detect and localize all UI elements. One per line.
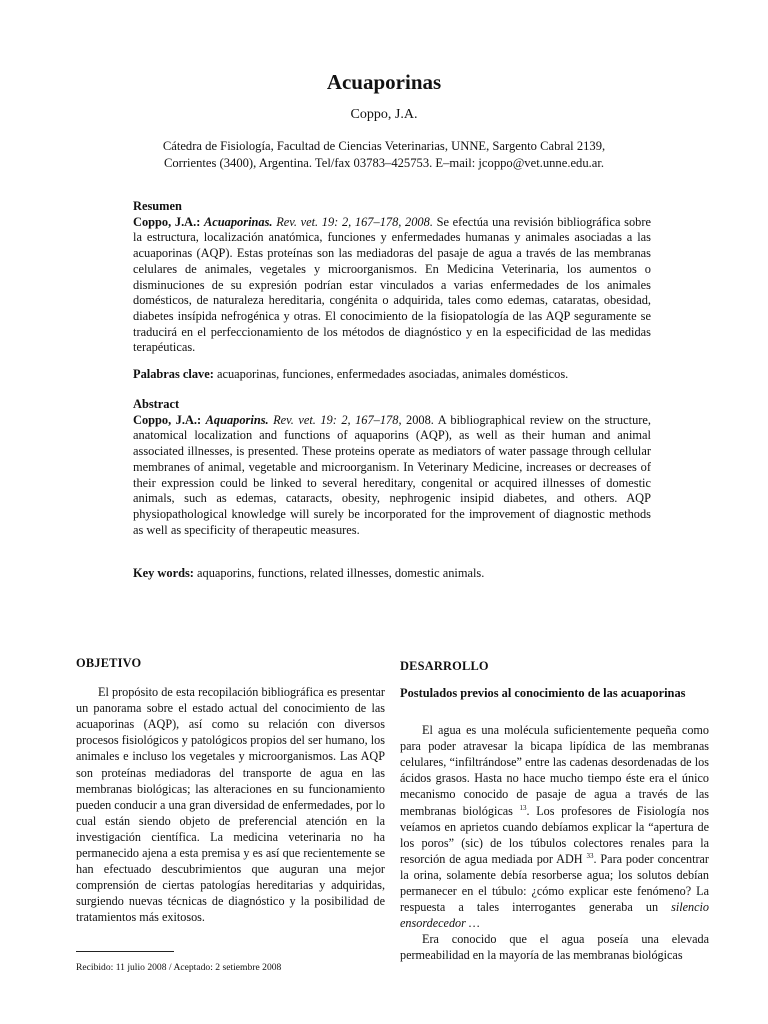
desarrollo-paragraph-1 (400, 722, 709, 931)
key-words-text: aquaporins, functions, related illnesses, domestic animals. (193, 566, 485, 580)
article-title: Acuaporinas (326, 70, 442, 94)
affiliation-line-2: Corrientes (3400), Argentina. Tel/fax 03783–425753. E–mail: jcoppo@vet.unne.edu.ar. (163, 156, 605, 170)
desarrollo-paragraph-2: Era conocido que el agua poseía una elevada permeabilidad en la mayoría de las membranas biológicas (400, 932, 709, 963)
p1-italic: silencio ensordecedor … (400, 900, 709, 931)
p1-text-c: . Para poder concentrar la orina, solamente debía resorberse agua; los solutos debían permanecer en el túbulo: ¿cómo explicar este fenómeno? La respuesta a tales interrogantes generaba un (400, 851, 709, 915)
received-accepted-footnote: Recibido: 11 julio 2008 / Aceptado: 2 setiembre 2008 (76, 962, 282, 973)
footnote-rule (76, 951, 174, 952)
author-name: Coppo, J.A. (350, 107, 418, 122)
left-column (76, 655, 385, 926)
right-column (400, 658, 709, 964)
affiliation-line-1: Cátedra de Fisiología, Facultad de Ciencias Veterinarias, UNNE, Sargento Cabral 2139, (162, 139, 606, 153)
resumen-text: Se efectúa una revisión bibliográfica sobre la estructura, localización anatómica, funciones y enfermedades humanas y animales asociadas a las acuaporinas (AQP). Estas proteínas son las mediadoras del pasaje de agua a través de las membranas celulares de animales, vegetales y microorganismos. En Medicina Veterinaria, los aumentos o disminuciones de su expresión podrían estar vinculados a varias enfermedades de los animales domésticos, de naturaleza hereditaria, congénita o adquirida, tales como edemas, cataratas, obesidad, diabetes insípida nefrogénica y otras. El conocimiento de la fisiopatología de las AQP seguramente se traducirá en el perfeccionamiento de los métodos de diagnóstico y en la especificidad de las medidas terapéuticas. (133, 214, 651, 355)
author-affiliation (120, 138, 648, 172)
abstract-cite-year: , 2008. (398, 412, 434, 427)
abstract-cite-ref: Rev. vet. 19: 2, 167–178 (268, 412, 399, 427)
abstract-heading: Abstract (133, 397, 180, 411)
palabras-clave-text: acuaporinas, funciones, enfermedades asociadas, animales domésticos. (213, 367, 569, 381)
objetivo-heading: OBJETIVO (76, 656, 142, 670)
resumen-cite-ref: Rev. vet. 19: 2, 167–178, 2008. (272, 214, 433, 229)
resumen-body (133, 215, 651, 356)
key-words (133, 566, 651, 581)
palabras-clave (133, 367, 651, 382)
desarrollo-heading: DESARROLLO (400, 659, 489, 673)
resumen-heading: Resumen (133, 199, 182, 213)
resumen-cite-author: Coppo, J.A.: (133, 214, 205, 229)
citation-33: 33 (586, 851, 594, 860)
abstract-cite-author: Coppo, J.A.: (133, 412, 206, 427)
abstract-cite-title: Aquaporins. (205, 412, 269, 427)
abstract-text: A bibliographical review on the structure, anatomical localization and functions of aquaporins (AQP), as well as their human and animal associated illnesses, is presented. These proteins operate as mediators of water passage through cellular membranes of animal, vegetable and microorganism. In Veterinary Medicine, increases or decreases of their expression could be linked to several hereditary, congenital or acquired illnesses of domestic animals, such as edemas, cataracts, obesity, nephrogenic insipid diabetes, and others. AQP physiopathological knowledge will surely be incorporated for the improvement of diagnostic methods as well as specificity of therapeutic measures. (133, 412, 651, 537)
resumen-cite-title: Acuaporinas. (204, 214, 273, 229)
objetivo-paragraph: El propósito de esta recopilación bibliográfica es presentar un panorama sobre el estado actual del conocimiento de las acuaporinas (AQP), así como su relación con diversos procesos fisiológicos y patológicos propios del ser humano, los animales e incluso los vegetales y microorganismos. Las AQP son proteínas mediadoras del transporte de agua en las membranas biológicas; las alteraciones en su funcionamiento pueden conducir a una gran diversidad de enfermedades, por lo cual están siendo objeto de preferencial atención en la investigación científica. La medicina veterinaria no ha permanecido ajena a esta premisa y es así que recientemente se han efectuado descubrimientos que auguran una mejor comprensión de ciertas patologías hereditarias y adquiridas, surgiendo nuevas técnicas de diagnóstico y la posibilidad de tratamientos más exitosos. (76, 685, 385, 925)
p1-text-a: El agua es una molécula suficientemente pequeña como para poder atravesar la bicapa lipídica de las membranas celulares, “infiltrándose” entre las cadenas desordenadas de los ácidos grasos. Hasta no hace mucho tiempo éste era el único mecanismo conocido de pasaje de agua a través de las membranas biológicas (400, 723, 709, 818)
p1-text-b: . Los profesores de Fisiología nos veíamos en aprietos cuando debíamos explicar la “apertura de los poros” (sic) de los túbulos colectores renales para la resorción de agua mediada por ADH (400, 803, 709, 866)
citation-13: 13 (519, 803, 527, 812)
postulados-subheading: Postulados previos al conocimiento de las acuaporinas (400, 686, 686, 701)
resumen-section (133, 199, 651, 356)
palabras-clave-label: Palabras clave: (133, 367, 214, 381)
abstract-section (133, 397, 651, 538)
key-words-label: Key words: (133, 566, 194, 580)
abstract-body (133, 413, 651, 539)
